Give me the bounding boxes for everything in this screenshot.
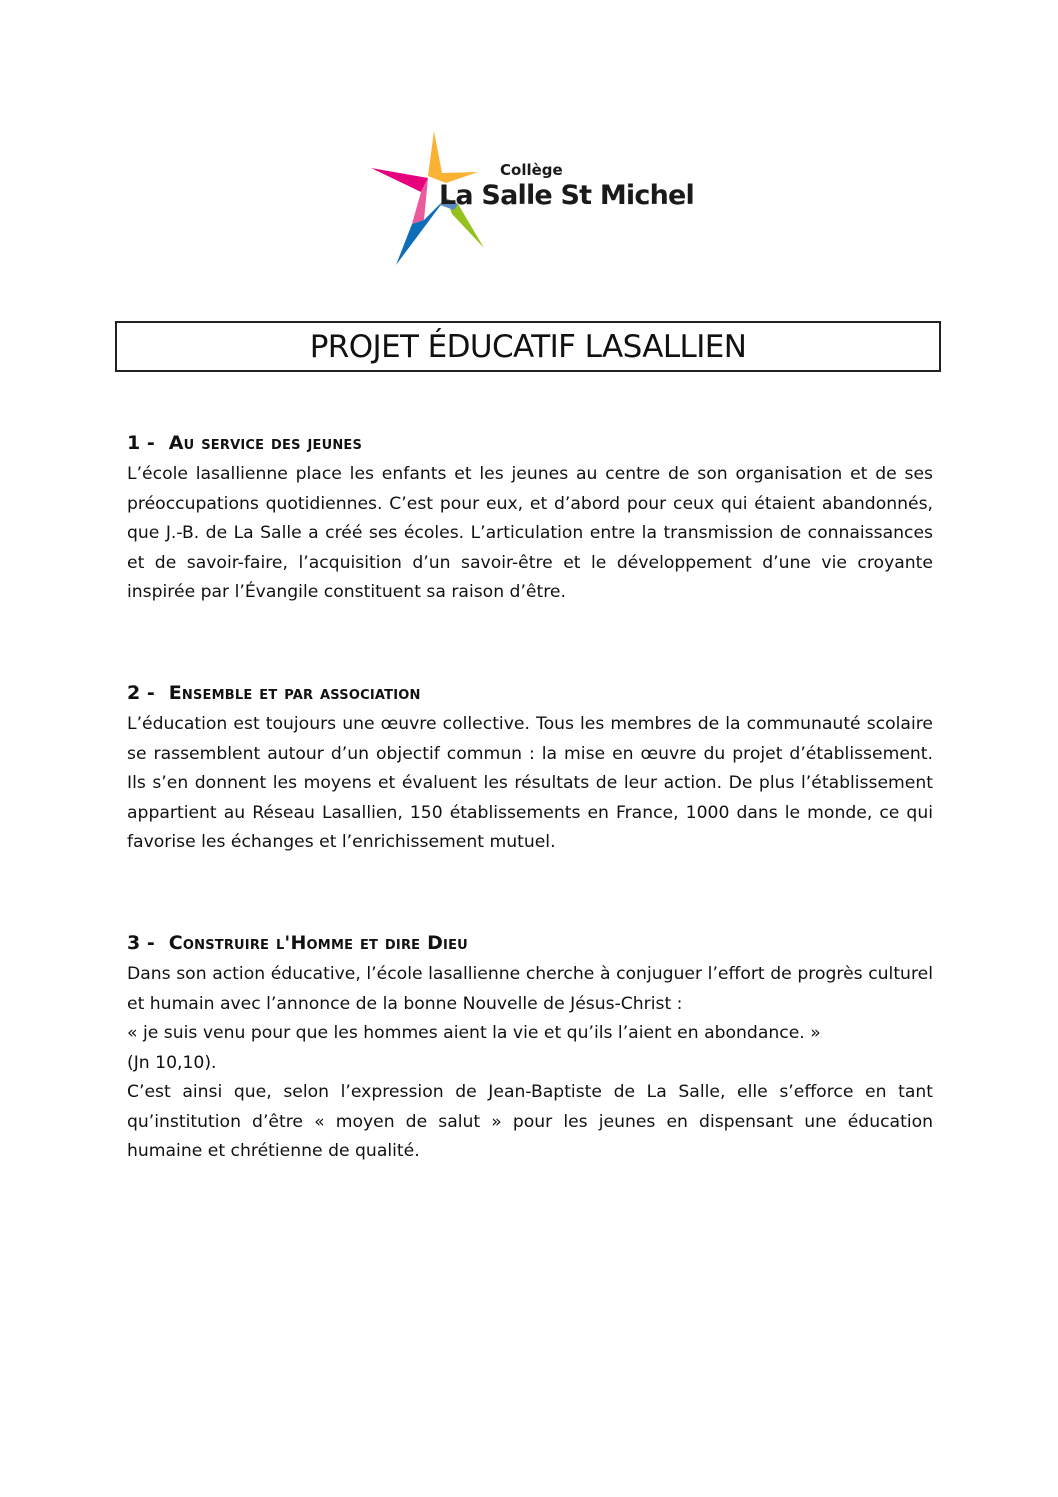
- section-heading: [127, 430, 933, 460]
- bible-quote: « je suis venu pour que les hommes aient la vie et qu’ils l’aient en abondance. »: [127, 1023, 821, 1043]
- school-logo: [366, 128, 696, 268]
- section-paragraph: Dans son action éducative, l’école lasallienne cherche à conjuguer l’effort de progrès culturel et humain avec l’annonce de la bonne Nouvelle de Jésus-Christ :: [127, 964, 933, 1014]
- section-paragraph: L’éducation est toujours une œuvre collective. Tous les membres de la communauté scolaire se rassemblent autour d’un objectif commun : la mise en œuvre du projet d’établissement. Ils s’en donnent les moyens et évaluent les résultats de leur action. De plus l’établissement appartient au Réseau Lasallien, 150 établissements en France, 1000 dans le monde, ce qui favorise les échanges et l’enrichissement mutuel.: [127, 714, 933, 852]
- section-1: [127, 430, 933, 608]
- logo-school-name: La Salle St Michel: [439, 180, 694, 211]
- section-number: 3 -: [127, 932, 155, 954]
- document-title: PROJET ÉDUCATIF LASALLIEN: [309, 328, 747, 365]
- section-number: 2 -: [127, 682, 155, 704]
- document-title-box: [115, 321, 941, 372]
- bible-reference: (Jn 10,10).: [127, 1052, 217, 1073]
- section-number: 1 -: [127, 432, 155, 454]
- star-arm-left: [371, 168, 428, 192]
- section-title: Ensemble et par association: [168, 682, 421, 704]
- section-paragraph: L’école lasallienne place les enfants et les jeunes au centre de son organisation et de ses préoccupations quotidiennes. C’est pour eux, et d’abord pour ceux qui étaient abandonnés, que J.-B. de La Salle a créé ses écoles. L’articulation entre la transmission de connaissances et de savoir-faire, l’acquisition d’un savoir-être et le développement d’une vie croyante inspirée par l’Évangile constituent sa raison d’être.: [127, 464, 933, 602]
- section-title: Construire l'Homme et dire Dieu: [168, 932, 468, 954]
- section-heading: [127, 930, 933, 960]
- section-paragraph: C’est ainsi que, selon l’expression de Jean-Baptiste de La Salle, elle s’efforce en tant qu’institution d’être « moyen de salut » pour les jeunes en dispensant une éducation humaine et chrétienne de qualité.: [127, 1082, 933, 1161]
- section-heading: [127, 680, 933, 710]
- logo-college-label: Collège: [500, 161, 563, 179]
- section-3: [127, 930, 933, 1167]
- section-2: [127, 680, 933, 858]
- section-title: Au service des jeunes: [168, 432, 363, 454]
- star-arm-top: [428, 131, 442, 176]
